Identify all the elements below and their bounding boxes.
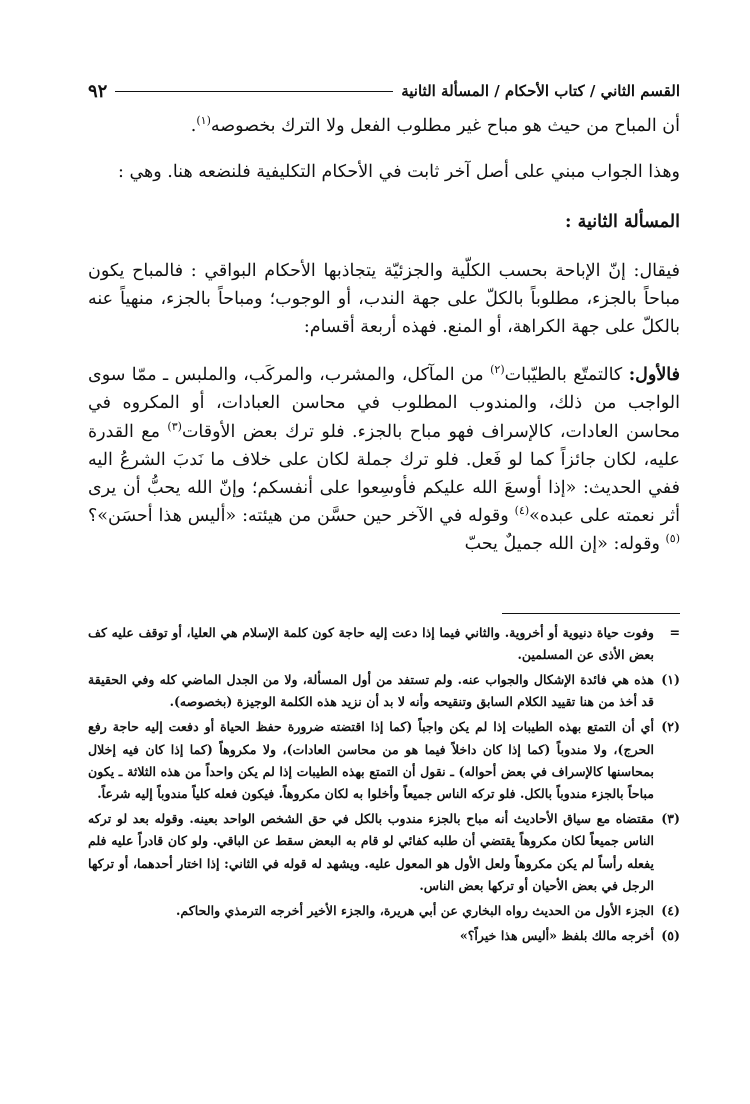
footnote-text: هذه هي فائدة الإشكال والجواب عنه. ولم تستفد من أول المسألة، ولا من الجدل الماضي كله وفي الحقيقة قد أخذ من هنا تقييد الكلام السابق وتنقيحه وأنه لا بد أن نزيد هذه الكلمة الوجيزة (بخصوصه). [88, 672, 654, 710]
footnote-mark: = [669, 624, 680, 640]
footnote-text: أخرجه مالك بلفظ «أليس هذا خيراً؟» [459, 928, 654, 944]
paragraph-3: فيقال: إنّ الإباحة بحسب الكلّية والجزئيّة يتجاذبها الأحكام البواقي : فالمباح يكون مباحاً بالجزء، مطلوباً بالكلّ على جهة الندب، أو الوجوب؛ ومباحاً بالجزء، منهياً عنه بالكلّ على جهة الكراهة، أو المنع. فهذه أربعة أقسام: [88, 260, 680, 338]
footnote-mark: (٤) [661, 903, 680, 919]
footnote-item [88, 925, 680, 947]
footnote-ref-3: (٣) [167, 419, 182, 433]
footnote-item [88, 900, 680, 922]
footnote-text: وفوت حياة دنيوية أو أخروية. والثاني فيما إذا دعت إليه حاجة كون كلمة الإسلام هي العليا، أو توقف عليه كف بعض الأذى عن المسلمين. [88, 624, 654, 662]
paragraph-1-end: . [190, 116, 197, 136]
footnote-ref-5: (٥) [665, 532, 680, 546]
footnote-text: أي أن التمتع بهذه الطيبات إذا لم يكن واجباً (كما إذا اقتضته ضرورة حفظ الحياة أو دفعت إليه حاجة رفع الحرج)، ولا مندوباً (كما إذا كان داخلاً فيما هو من محاسن العادات)، ولا مكروهاً (كما إذا كان فيه إخلال بمحاسنها كالإسراف في بعض أحواله) ـ نقول أن التمتع بهذه الطيبات إذا لم يكن واحداً من هذه الثلاثة ـ يكون مباحاً بالجزء مندوباً بالكل. فلو تركه الناس جميعاً وأخلوا به لكان مكروهاً. فيكون فعله كلياً مندوباً إليه شرعاً. [88, 719, 654, 802]
paragraph-1-text: أن المباح من حيث هو مباح غير مطلوب الفعل ولا الترك بخصوصه [210, 116, 680, 136]
paragraph-4-text-b: من المآكل، والمشرب، والمركَب، والملبس ـ ممّا سوى الواجب من ذلك، والمندوب المطلوب في محاسن العبادات، أو المكروه في محاسن العادات، كالإسراف فهو مباح بالجزء. فلو ترك بعض الأوقات [88, 365, 680, 442]
footnotes [88, 622, 680, 948]
paragraph-2: وهذا الجواب مبني على أصل آخر ثابت في الأحكام التكليفية فلنضعه هنا. وهي : [118, 162, 680, 183]
page-number: ٩٢ [88, 80, 108, 102]
footnote-mark: (٣) [661, 811, 680, 827]
footnote-item [88, 669, 680, 713]
section-heading: المسألة الثانية : [565, 212, 680, 233]
paragraph-1 [88, 112, 680, 140]
footnote-mark: (٥) [661, 928, 680, 944]
footnote-separator [502, 613, 680, 614]
paragraph-4 [88, 361, 680, 558]
footnote-item [88, 716, 680, 805]
book-page [88, 78, 680, 950]
footnote-text: الجزء الأول من الحديث رواه البخاري عن أبي هريرة، والجزء الأخير أخرجه الترمذي والحاكم. [176, 903, 654, 919]
footnote-mark: (٢) [661, 719, 680, 735]
footnote-item [88, 808, 680, 897]
footnote-ref-1: (١) [196, 114, 211, 128]
footnote-item [88, 622, 680, 666]
footnote-ref-4: (٤) [514, 504, 530, 518]
footnote-text: مقتضاه مع سياق الأحاديث أنه مباح بالجزء مندوب بالكل في حق الشخص الواحد بعينه. وقوله بعد لو تركه الناس جميعاً لكان مكروهاً يقتضي أن طلبه كفائي لو قام به البعض سقط عن الباقي. ولو كان قادراً عليه فلم يفعله رأساً لم يكن مكروهاً ولعل الأول هو المعول عليه. ويشهد له قوله في الثاني: إذا اختار أحدهما، أو تركها الرجل في بعض الأحيان أو تركها بعض الناس. [88, 811, 654, 893]
paragraph-4-lead: فالأول: [628, 365, 680, 386]
footnote-ref-2: (٢) [490, 363, 505, 377]
running-header [88, 78, 680, 104]
header-rule [115, 91, 393, 92]
paragraph-4-text-d: وقوله في الآخر حين حسَّن من هيئته: «أليس هذا أحسَن»؟ [88, 506, 515, 527]
main-text [88, 112, 680, 559]
paragraph-4-text-c: مع القدرة عليه، لكان جائزاً كما لو فَعل. فلو ترك جملة لكان على خلاف ما نَدبَ الشرعُ اليه ففي الحديث: «إذا أوسعَ الله عليكم فأوسِعوا على أنفسكم؛ وإنّ الله يحبُّ أن يرى أثر نعمته على عبده» [88, 421, 681, 527]
footnote-mark: (١) [661, 672, 680, 688]
running-title: القسم الثاني / كتاب الأحكام / المسألة الثانية [401, 82, 680, 100]
paragraph-4-text-a: كالتمتّع بالطيّبات [504, 365, 629, 386]
paragraph-4-text-e: وقوله: «إن الله جميلٌ يحبّ [464, 534, 666, 555]
